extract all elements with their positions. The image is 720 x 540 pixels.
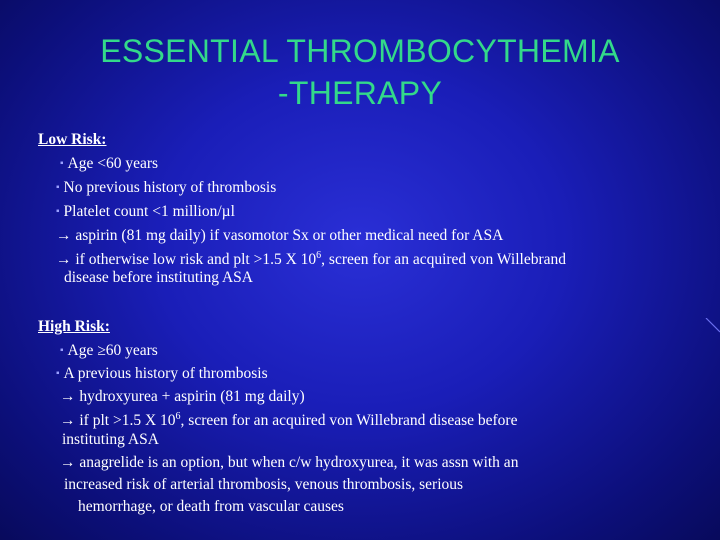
high-risk-arrow-screen: → if plt >1.5 X $10^6$, screen for an acquired von Willebrand disease before (60, 411, 518, 429)
high-risk-arrow-hydroxyurea: → hydroxyurea + aspirin (81 mg daily) (60, 388, 305, 405)
high-risk-bullet: ▪ A previous history of thrombosis (56, 365, 268, 382)
low-risk-bullet: ▪ No previous history of thrombosis (56, 179, 277, 196)
high-risk-arrow-anagrelide-cont: hemorrhage, or death from vascular causes (78, 498, 344, 515)
bullet-icon: ▪ (56, 206, 60, 217)
low-risk-arrow-screen: → if otherwise low risk and plt >1.5 X $10^6$, screen for an acquired von Willebrand (56, 250, 566, 268)
title-line-2: -THERAPY (277, 75, 443, 111)
title-line-1: ESSENTIAL THROMBOCYTHEMIA (100, 33, 620, 69)
high-risk-bullet: ▪ Age ≥60 years (60, 342, 158, 359)
high-risk-heading: High Risk: (38, 318, 110, 335)
high-risk-arrow-anagrelide: → anagrelide is an option, but when c/w hydroxyurea, it was assn with an (60, 454, 519, 471)
bullet-icon: ▪ (56, 368, 60, 379)
low-risk-arrow-screen-cont: disease before instituting ASA (64, 269, 253, 286)
low-risk-bullet: ▪ Platelet count <1 million/µl (56, 203, 235, 220)
low-risk-bullet: ▪ Age <60 years (60, 155, 159, 172)
bullet-icon: ▪ (56, 182, 60, 193)
high-risk-arrow-screen-cont: instituting ASA (62, 431, 159, 448)
bullet-icon: ▪ (60, 345, 64, 356)
low-risk-arrow-aspirin: → aspirin (81 mg daily) if vasomotor Sx or other medical need for ASA (56, 227, 504, 244)
decorative-line-icon (704, 318, 720, 334)
bullet-icon: ▪ (60, 158, 64, 169)
high-risk-arrow-anagrelide-cont: increased risk of arterial thrombosis, venous thrombosis, serious (64, 476, 464, 493)
low-risk-heading: Low Risk: (38, 131, 107, 148)
